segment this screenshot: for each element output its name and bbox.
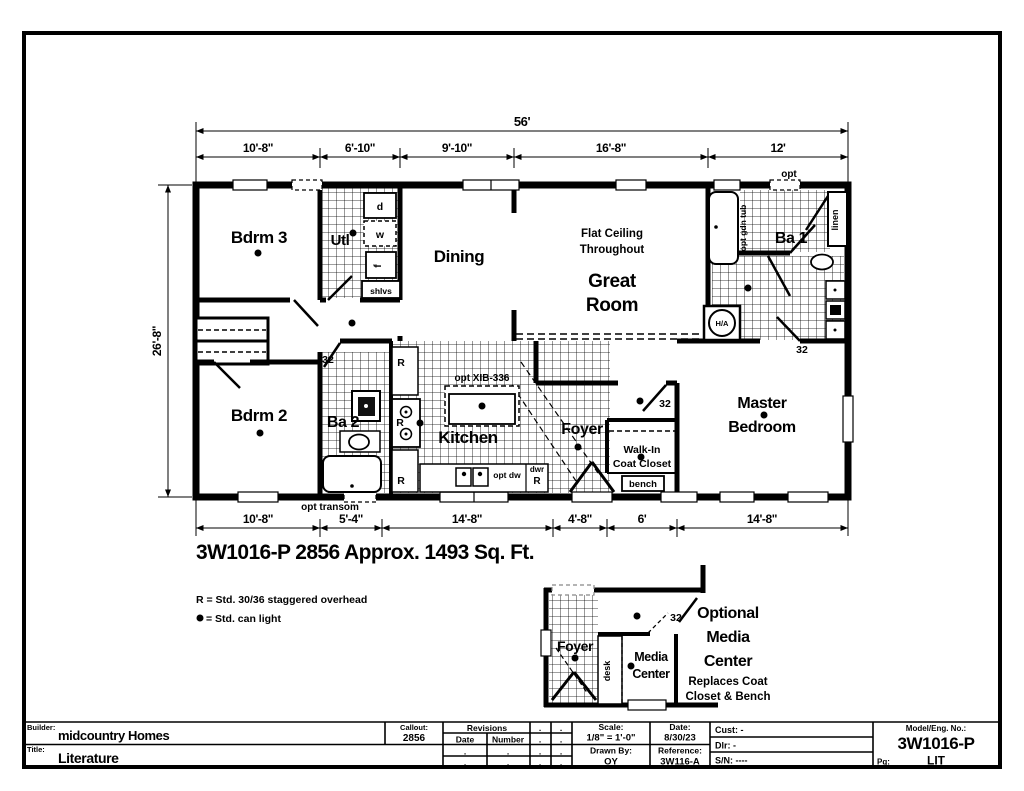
revision-cell: . [506, 746, 510, 757]
can-light-dot [349, 320, 356, 327]
can-light-dot [745, 285, 752, 292]
inset-window [541, 630, 551, 656]
dim-top-4: 12' [770, 141, 786, 155]
legend-overhead: R = Std. 30/36 staggered overhead [196, 594, 368, 606]
scale-field-label: Scale: [598, 722, 624, 732]
model-field-label: Model/Eng. No.: [905, 724, 967, 733]
revision-cell: . [559, 734, 563, 745]
room-label-walkin-2: Coat Closet [612, 458, 672, 470]
revision-cell: . [559, 746, 563, 757]
ba1-sink [811, 255, 833, 270]
can-light-dot [761, 412, 768, 419]
revisions-date-col: Date [455, 734, 475, 745]
inset-window [552, 585, 594, 595]
inset-media-label-2: Center [632, 667, 670, 681]
dim-bottom-5: 14'-8" [746, 512, 778, 526]
inset-caption-4: Replaces Coat [688, 676, 768, 688]
dim-bottom-4: 6' [637, 512, 647, 526]
callout-value: 2856 [402, 733, 426, 744]
revision-cell: . [538, 746, 542, 757]
sheet-title: Literature [58, 750, 119, 766]
plan-title-block [196, 541, 534, 625]
date-value: 8/30/23 [664, 732, 696, 744]
dim-overall-height: 26'-8" [150, 325, 164, 357]
door-size-32: 32 [796, 344, 808, 356]
overhead-r-label: R [397, 357, 405, 369]
kitchen-cabinet [392, 450, 418, 492]
washer-label: w [375, 229, 385, 241]
dim-bottom-2: 14'-8" [451, 512, 483, 526]
room-label-utl: Utl [330, 232, 350, 249]
revision-cell: . [463, 757, 467, 768]
room-label-master-1: Master [737, 395, 787, 412]
overhead-r-label: R [533, 476, 541, 487]
room-label-walkin-1: Walk-In [623, 444, 661, 456]
dim-top-1: 6'-10" [344, 141, 376, 155]
ba1-garden-tub [709, 192, 738, 264]
dim-bottom-3: 4'-8" [568, 512, 592, 526]
bench-label: bench [629, 479, 657, 490]
kitchen-cabinet [392, 347, 418, 395]
revision-cell: . [559, 757, 563, 768]
serial-field: S/N: ---- [715, 755, 748, 766]
note-flat-ceiling-1: Flat Ceiling [581, 228, 643, 240]
sink-bowl [473, 468, 488, 486]
can-light-dot [257, 430, 264, 437]
dim-bottom-1: 5'-4" [339, 512, 363, 526]
desk-label: desk [602, 660, 612, 682]
linen-label: linen [830, 209, 840, 231]
title-field-label: Title: [27, 745, 45, 754]
inset-caption-5: Closet & Bench [685, 691, 771, 703]
scale-value: 1/8" = 1'-0" [586, 732, 636, 744]
drawnby-value: OY [604, 756, 618, 768]
revision-cell: . [463, 746, 467, 757]
can-light-dot [255, 250, 262, 257]
dim-top-0: 10'-8" [242, 141, 274, 155]
can-light-dot [417, 420, 424, 427]
revision-cell: . [538, 757, 542, 768]
room-label-dining: Dining [433, 247, 485, 266]
can-light-dot [575, 444, 582, 451]
dryer-label: d [376, 201, 384, 213]
drawer-label: dwr [529, 465, 545, 474]
title-block [24, 722, 1000, 768]
inset-media-label-1: Media [634, 650, 668, 664]
room-label-kitchen: Kitchen [438, 428, 498, 447]
drawnby-field-label: Drawn By: [589, 745, 633, 756]
revision-cell: . [538, 734, 542, 745]
date-field-label: Date: [669, 722, 691, 732]
ba2-sink [349, 435, 369, 450]
opt-window-label: opt [781, 169, 797, 180]
page-field-label: Pg: [877, 757, 890, 767]
room-label-master-2: Bedroom [728, 419, 796, 436]
customer-field: Cust: - [715, 725, 744, 735]
revisions-header: Revisions [466, 723, 508, 733]
builder-name: midcountry Homes [58, 728, 170, 743]
dim-overall-width: 56' [513, 114, 531, 129]
garden-tub-label: opt gdn tub [738, 204, 748, 252]
sink-bowl [456, 468, 471, 486]
can-light-dot [479, 403, 486, 410]
door-size-32: 32 [659, 398, 671, 410]
room-label-ba1: Ba 1 [774, 230, 808, 247]
room-label-room: Room [585, 295, 639, 316]
dim-top-3: 16'-8" [595, 141, 627, 155]
door-size-32: 32 [670, 612, 682, 624]
revisions-number-col: Number [491, 734, 525, 745]
revision-cell: . [506, 757, 510, 768]
model-number: 3W1016-P [897, 734, 975, 753]
overhead-r-label: R [397, 475, 405, 487]
page-value: LIT [927, 753, 945, 768]
island-option-label: opt XIB-336 [454, 373, 510, 384]
dim-top-2: 9'-10" [441, 141, 473, 155]
door-size-32: 32 [322, 354, 334, 366]
revision-cell: . [538, 723, 542, 733]
can-light-legend-dot [197, 615, 204, 622]
plan-title: 3W1016-P 2856 Approx. 1493 Sq. Ft. [196, 541, 534, 564]
reference-value: 3W116-A [660, 756, 700, 768]
room-label-ba2: Ba 2 [326, 414, 360, 431]
dealer-field: Dlr: - [715, 740, 736, 751]
inset-caption-3: Center [703, 653, 753, 670]
dishwasher-option-label: opt dw [493, 470, 521, 480]
can-light-dot [634, 613, 641, 620]
reference-field-label: Reference: [658, 745, 702, 756]
note-flat-ceiling-2: Throughout [579, 244, 645, 256]
freezer-label: f [372, 264, 384, 268]
furnace-label: H/A [715, 319, 729, 328]
opt-transom-label: opt transom [301, 502, 359, 513]
callout-field-label: Callout: [400, 723, 428, 732]
room-label-bdrm2: Bdrm 2 [230, 406, 288, 425]
room-label-bdrm3: Bdrm 3 [230, 228, 288, 247]
legend-can-light: = Std. can light [206, 613, 281, 625]
dim-bottom-0: 10'-8" [242, 512, 274, 526]
revision-cell: . [559, 723, 563, 733]
inset-foyer-label: Foyer [556, 638, 594, 654]
builder-field-label: Builder: [27, 723, 56, 732]
can-light-dot [637, 398, 644, 405]
inset-caption-2: Media [706, 629, 750, 646]
room-label-foyer: Foyer [561, 421, 603, 438]
inset-caption-1: Optional [697, 605, 759, 622]
inset-window [628, 700, 666, 710]
overhead-r-label: R [396, 417, 404, 429]
can-light-dot [350, 230, 357, 237]
shelves-label: shlvs [370, 286, 392, 296]
room-label-great: Great [588, 271, 636, 292]
can-light-dot [572, 655, 579, 662]
